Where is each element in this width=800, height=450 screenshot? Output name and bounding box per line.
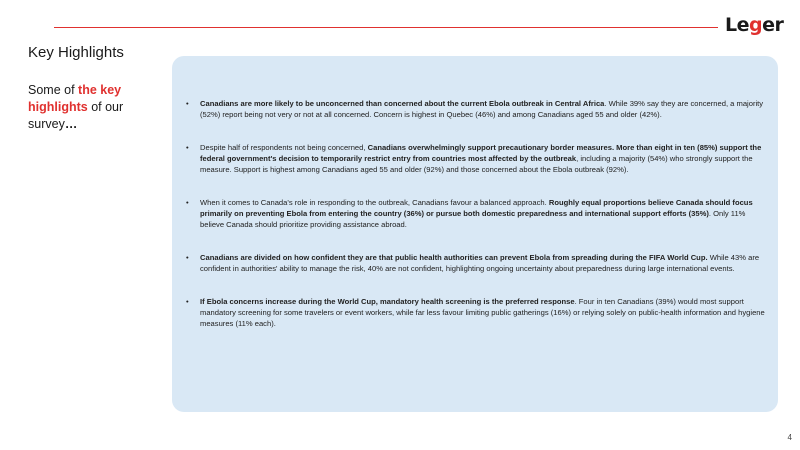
highlight-item-2: • Despite half of respondents not being concerned, Canadians overwhelmingly support precautionary border measures. More than eight in ten (85%) support the federal government's decision to temporarily restrict entry from countries most affected by the outbreak, including a majority (54%) who strongly support the measure. Support is highest among Canadians aged 55 and older (92%) and those concerned about the Ebola outbreak (92%). xyxy=(186,143,762,174)
highlight-item-5: • If Ebola concerns increase during the World Cup, mandatory health screening is the preferred response. Four in ten Canadians (39%) would most support mandatory screening for some travelers or event workers, while far less favour limiting public gatherings (16%) or relying solely on public-health information and hygiene measures (11% each). xyxy=(186,297,765,328)
intro-highlight: the key highlights xyxy=(28,83,122,114)
highlight-item-4: • Canadians are divided on how confident they are that public health authorities can prevent Ebola from spreading during the FIFA World Cup. While 43% are confident in authorities' ability to manage the risk, 40% are not confident, highlighting ongoing uncertainty about preparedness during large international events. xyxy=(186,253,760,273)
bullet-marker: • xyxy=(186,253,189,262)
highlights-list xyxy=(186,98,766,351)
bullet-marker: • xyxy=(186,143,189,152)
leger-logo: Leger xyxy=(725,14,784,36)
bullet-marker: • xyxy=(186,198,189,207)
intro-text: Some of the key highlights of our survey… xyxy=(28,83,124,131)
bullet-marker: • xyxy=(186,297,189,306)
page-number: 4 xyxy=(787,433,792,442)
page-title: Key Highlights xyxy=(28,44,124,61)
bullet-marker: • xyxy=(186,99,189,108)
highlight-item-1: • Canadians are more likely to be unconcerned than concerned about the current Ebola outbreak in Central Africa. While 39% say they are concerned, a majority (52%) report being not very or not at all concerned. Concern is highest in Quebec (46%) and among Canadians aged 55 and older (42%). xyxy=(186,99,764,119)
highlight-item-3: • When it comes to Canada's role in responding to the outbreak, Canadians favour a balanced approach. Roughly equal proportions believe Canada should focus primarily on preventing Ebola from entering the country (36%) or pursue both domestic preparedness and international support efforts (35%). Only 11% believe Canada should prioritize providing assistance abroad. xyxy=(186,198,753,229)
header-rule xyxy=(54,27,718,28)
